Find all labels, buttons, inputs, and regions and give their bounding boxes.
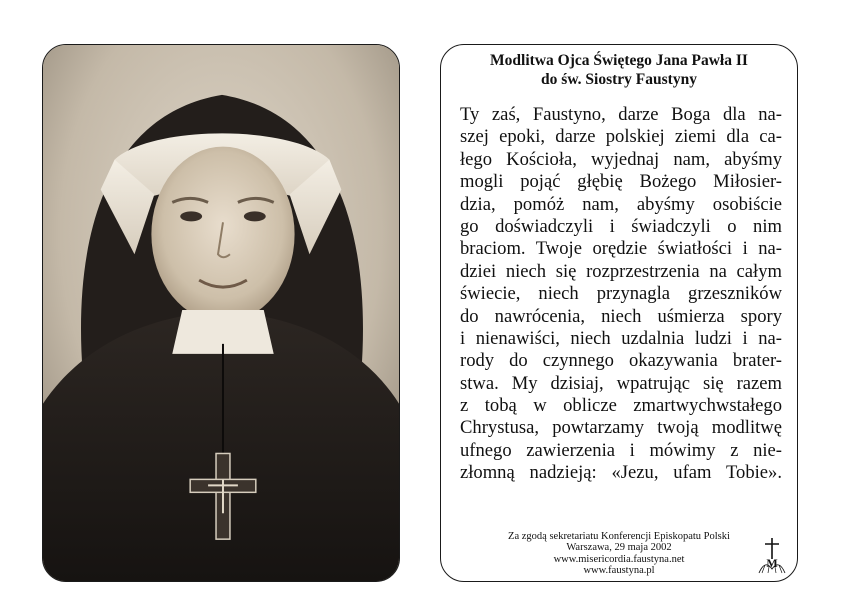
prayer-line: Chrystusa, powtarzamy twoją modlitwę: [460, 417, 782, 439]
prayer-line: braciom. Twoje orędzie światłości i na-: [460, 238, 782, 260]
prayer-line: i nienawiści, niech uzdalnia ludzi i na-: [460, 327, 782, 349]
prayer-line: złomną nadzieją: «Jezu, ufam Tobie».: [460, 462, 782, 484]
website-link[interactable]: www.faustyna.pl: [583, 565, 655, 577]
approval-date: Warszawa, 29 maja 2002: [566, 542, 672, 554]
prayer-line: dziei niech się rozprzestrzenia na całym: [460, 260, 782, 282]
approval-footer: [441, 531, 797, 577]
prayer-line: rody do czynnego okazywania brater-: [460, 350, 782, 372]
prayer-line: świecie, niech przynagla grzeszników: [460, 283, 782, 305]
prayer-title: [441, 51, 797, 89]
prayer-line: do nawrócenia, niech uśmierza spory: [460, 305, 782, 327]
prayer-line: dzia, pomóż nam, abyśmy osobiście: [460, 193, 782, 215]
portrait-image: [43, 45, 399, 581]
prayer-body: [460, 104, 782, 485]
prayer-title-line-1: Modlitwa Ojca Świętego Jana Pawła II: [490, 52, 748, 69]
cross-m-logo-icon: [757, 537, 787, 575]
approval-line: Za zgodą sekretariatu Konferencji Episkopatu Polski: [508, 531, 730, 542]
prayer-line: szej epoki, darze polskiej ziemi dla ca-: [460, 126, 782, 148]
prayer-line: ufnego zawierzenia i mówimy z nie-: [460, 439, 782, 461]
prayer-line: łego Kościoła, wyjednaj nam, abyśmy: [460, 148, 782, 170]
prayer-line: z tobą w oblicze zmartwychwstałego: [460, 395, 782, 417]
logo-letter: M: [766, 556, 778, 570]
prayer-line: Ty zaś, Faustyno, darze Boga dla na-: [460, 104, 782, 125]
prayer-card: [440, 44, 798, 582]
prayer-line: mogli pojąć głębię Bożego Miłosier-: [460, 171, 782, 193]
prayer-title-line-2: do św. Siostry Faustyny: [541, 71, 697, 88]
website-link[interactable]: www.misericordia.faustyna.net: [553, 553, 685, 565]
prayer-line: stwa. My dzisiaj, wpatrując się razem: [460, 372, 782, 394]
portrait-photo: [42, 44, 400, 582]
prayer-line: go doświadczyli i świadczyli o nim: [460, 215, 782, 237]
